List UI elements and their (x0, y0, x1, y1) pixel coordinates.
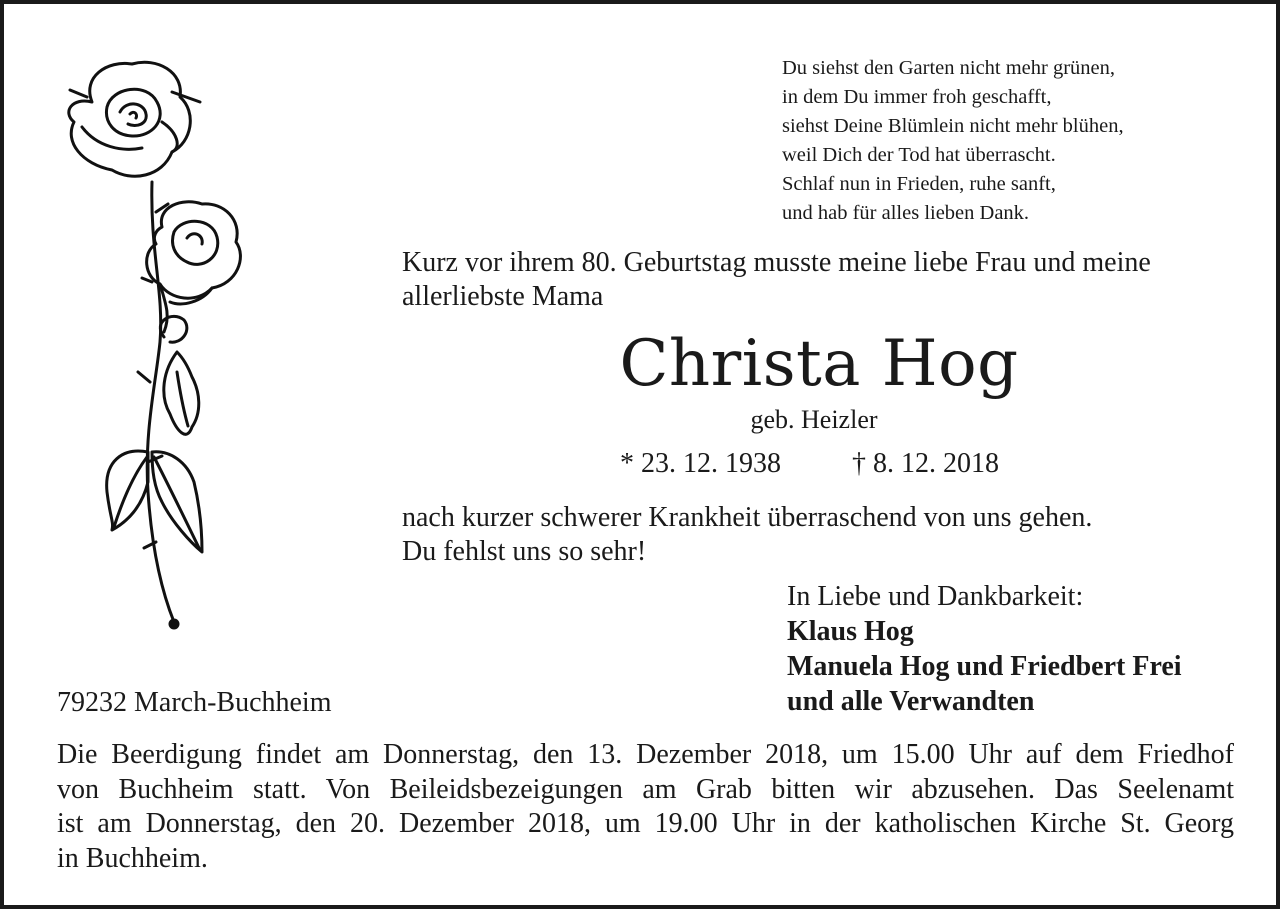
funeral-line: Die Beerdigung findet am Donnerstag, den 13. Dezember 2018, um 15.00 Uhr auf dem Friedhof (57, 739, 1234, 770)
poem-line: weil Dich der Tod hat überrascht. (782, 144, 1056, 166)
mourner-name: Klaus Hog (787, 616, 914, 647)
intro-line: allerliebste Mama (402, 281, 604, 312)
mourners-heading: In Liebe und Dankbarkeit: (787, 581, 1084, 612)
mourner-name: Manuela Hog und Friedbert Frei (787, 651, 1182, 682)
poem (782, 54, 1124, 228)
poem-line: in dem Du immer froh geschafft, (782, 86, 1052, 108)
mourners-block (787, 579, 1182, 719)
funeral-line: von Buchheim statt. Von Beileidsbezeigungen am Grab bitten wir abzusehen. Das Seelenamt (57, 773, 1234, 805)
mourner-name: und alle Verwandten (787, 686, 1035, 717)
poem-line: Schlaf nun in Frieden, ruhe sanft, (782, 173, 1056, 195)
death-date: † 8. 12. 2018 (852, 448, 999, 479)
funeral-line: in Buchheim. (57, 842, 208, 874)
birth-name: geb. Heizler (750, 405, 878, 434)
passing-line: nach kurzer schwerer Krankheit überraschend von uns gehen. (402, 502, 1093, 533)
passing-text (402, 501, 1242, 569)
intro-text (402, 246, 1242, 314)
poem-line: und hab für alles lieben Dank. (782, 202, 1030, 224)
rose-icon (52, 52, 262, 642)
poem-line: siehst Deine Blümlein nicht mehr blühen, (782, 115, 1124, 137)
intro-line: Kurz vor ihrem 80. Geburtstag musste meine liebe Frau und meine (402, 247, 1151, 278)
deceased-name: Christa Hog (619, 327, 1019, 401)
place: 79232 March-Buchheim (57, 687, 332, 718)
passing-line: Du fehlst uns so sehr! (402, 536, 647, 567)
funeral-notice (57, 738, 1234, 876)
poem-line: Du siehst den Garten nicht mehr grünen, (782, 57, 1116, 79)
birth-date: * 23. 12. 1938 (620, 448, 781, 479)
funeral-line: ist am Donnerstag, den 20. Dezember 2018, um 19.00 Uhr in der katholischen Kirche St. Georg (57, 808, 1234, 839)
